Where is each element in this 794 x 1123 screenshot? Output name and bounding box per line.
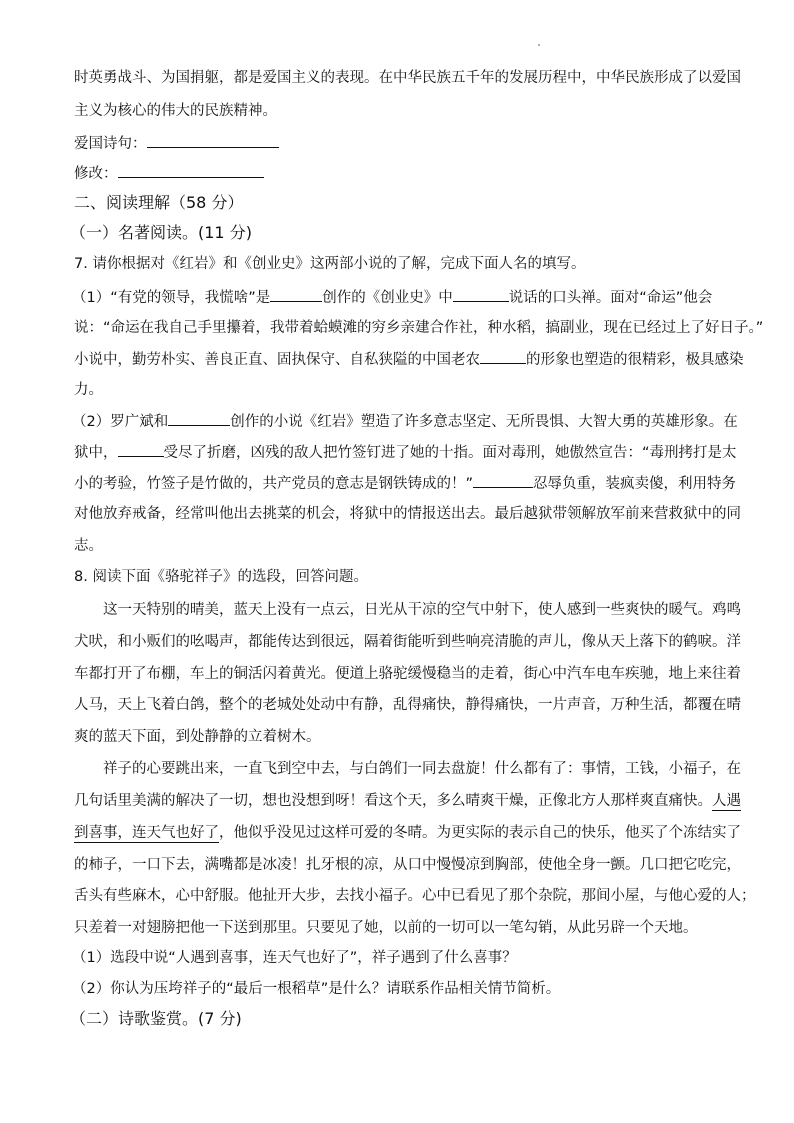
q7-p2-text-a: （2）罗广斌和 — [72, 414, 169, 430]
q7-p1-text-d: 小说中，勤劳朴实、善良正直、固执保守、自私狭隘的中国老农 — [74, 352, 480, 368]
q7-p2-text-f: 忍辱负重，装疯卖傻，利用特务 — [533, 476, 737, 492]
revise-field — [74, 163, 264, 184]
q8-para1-line-1: 这一天特别的晴美，蓝天上没有一点云，日光从干凉的空气中射下，使人感到一些爽快的暖气。鸡鸣 — [103, 602, 741, 618]
q8-para2-line-2 — [74, 791, 741, 811]
q8-underlined-phrase-end: 到喜事，连天气也好了 — [74, 825, 219, 841]
q7-p2-text-b: 创作的小说《红岩》塑造了许多意志坚定、无所畏惧、大智大勇的英雄形象。在 — [230, 414, 738, 430]
q8-underlined-phrase-start: 人遇 — [712, 793, 741, 809]
q8-subquestion-1: （1）选段中说“人遇到喜事，连天气也好了”，祥子遇到了什么喜事？ — [72, 950, 517, 966]
section-2-title: 二、阅读理解（58 分） — [74, 193, 244, 212]
q8-subquestion-2: （2）你认为压垮祥子的“最后一根稻草”是什么？请联系作品相关情节简析。 — [72, 981, 561, 997]
q7-p1-text-b: 创作的《创业史》中 — [322, 290, 453, 306]
q8-para1-line-5: 爽的蓝天下面，到处静静的立着树木。 — [74, 729, 321, 745]
q8-para1-line-2: 犬吠，和小贩们的吆喝声，都能传达到很远，隔着街能听到些响亮清脆的声儿，像从天上落下的鹤唳。洋 — [74, 634, 741, 650]
poem-field — [74, 133, 279, 154]
q7-p1-text-e: 的形象也塑造的很精彩，极具感染 — [526, 352, 744, 368]
q8-stem: 8. 阅读下面《骆驼祥子》的选段，回答问题。 — [74, 569, 368, 585]
q7-p2-text-e: 小的考验，竹签子是竹做的，共产党员的意志是钢铁铸成的！” — [74, 476, 474, 492]
q8-para2-text-a: 几句话里美满的解决了一切，想也没想到呀！看这个天，多么晴爽干燥，正像北方人那样爽直痛快。 — [74, 793, 712, 809]
q8-para2-line-1: 祥子的心要跳出来，一直飞到空中去，与白鸽们一同去盘旋！什么都有了：事情，工钱，小福子，在 — [103, 761, 741, 777]
revise-label: 修改： — [74, 166, 118, 182]
q8-para2-line-5: 舌头有些麻木，心中舒服。他扯开大步，去找小福子。心中已看见了那个杂院，那间小屋，与他心爱的人； — [74, 888, 756, 904]
q7-blank-old-farmer[interactable] — [480, 349, 526, 364]
q8-para2-text-b: ，他似乎没见过这样可爱的冬晴。为更实际的表示自己的快乐，他买了个冻结实了 — [219, 825, 741, 841]
q7-stem: 7. 请你根据对《红岩》和《创业史》这两部小说的了解，完成下面人名的填写。 — [74, 256, 586, 272]
q7-p2-line-4: 对他放弃戒备，经常叫他出去挑菜的机会，将狱中的情报送出去。最后越狱带领解放军前来营救狱中的同 — [74, 506, 741, 522]
q7-blank-madman[interactable] — [473, 473, 533, 488]
q7-p2-line-5: 志。 — [74, 538, 103, 554]
q7-p1-text-c: 说话的口头禅。面对“命运”他会 — [508, 290, 713, 306]
q8-para2-line-4: 的柿子，一口下去，满嘴都是冰凌！扎牙根的凉，从口中慢慢凉到胸部，使他全身一颤。几口把它吃完， — [74, 857, 741, 873]
q7-p2-text-d: 受尽了折磨，凶残的敌人把竹签钉进了她的十指。面对毒刑，她傲然宣告：“毒刑拷打是太 — [163, 445, 737, 461]
q7-p2-text-c: 狱中， — [74, 445, 118, 461]
q8-para2-line-6: 只差着一对翅膀把他一下送到那里。只要见了她，以前的一切可以一笔勾销，从此另辟一个天地。 — [74, 920, 698, 936]
poem-blank[interactable] — [147, 133, 279, 148]
q7-p2-line-2 — [74, 442, 737, 463]
subsection-2-title: （二）诗歌鉴赏。(7 分) — [70, 1009, 242, 1028]
q7-p1-text-a: （1）“有党的领导，我慌啥”是 — [72, 290, 271, 306]
q8-para1-line-4: 人马，天上飞着白鸽，整个的老城处处动中有静，乱得痛快，静得痛快，一片声音，万种生活，都覆在晴 — [74, 697, 741, 713]
scan-speck — [538, 44, 540, 46]
poem-label: 爱国诗句： — [74, 136, 147, 152]
subsection-1-title: （一）名著阅读。(11 分) — [70, 223, 252, 242]
q7-blank-coauthor[interactable] — [168, 411, 230, 426]
intro-line-1: 时英勇战斗、为国捐躯，都是爱国主义的表现。在中华民族五千年的发展历程中，中华民族形成了以爱国 — [74, 70, 741, 86]
q7-p1-line-1 — [72, 287, 712, 308]
q8-para2-line-3 — [74, 823, 741, 843]
q8-para1-line-3: 车都打开了布棚，车上的铜活闪着黄光。便道上骆驼缓慢稳当的走着，街心中汽车电车疾驰，地上来往着 — [74, 666, 741, 682]
q7-p1-line-3 — [74, 349, 744, 370]
q7-p1-line-4: 力。 — [74, 382, 103, 398]
revise-blank[interactable] — [118, 163, 264, 178]
q7-p2-line-3 — [74, 473, 736, 494]
q7-blank-speaker[interactable] — [453, 287, 509, 302]
q7-p1-line-2: 说：“命运在我自己手里攥着，我带着蛤蟆滩的穷乡亲建合作社，种水稻，搞副业，现在已经过上了好日子。” — [74, 320, 764, 336]
q7-p2-line-1 — [72, 411, 738, 432]
intro-line-2: 主义为核心的伟大的民族精神。 — [74, 103, 277, 119]
q7-blank-heroine[interactable] — [118, 442, 164, 457]
q7-blank-author[interactable] — [270, 287, 322, 302]
